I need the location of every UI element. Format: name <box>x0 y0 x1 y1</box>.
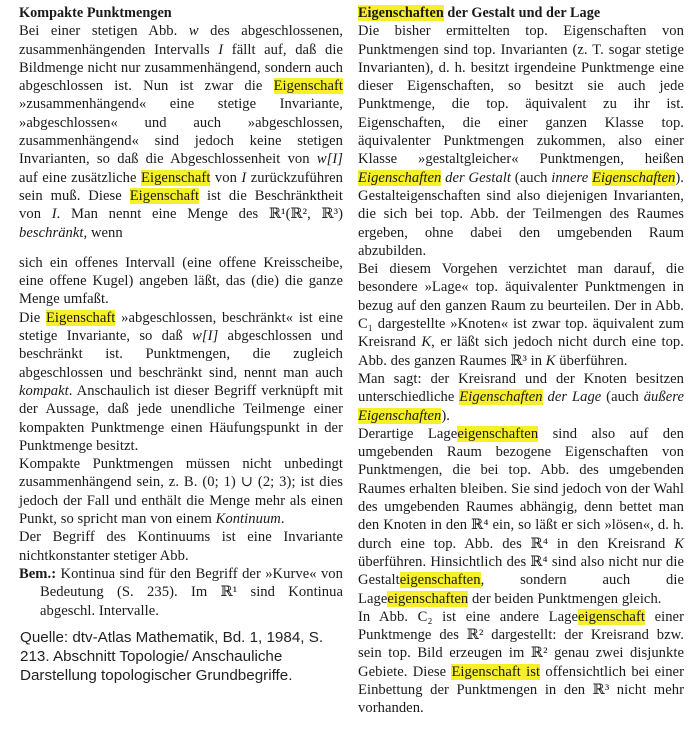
section-title-gestalt-lage <box>358 4 684 22</box>
highlighted-word: Eigenschaft <box>273 78 343 95</box>
italic-term: w <box>188 23 199 40</box>
section-title-kompakte-punktmengen: Kompakte Punktmengen <box>19 5 172 21</box>
italic-term: kompakt <box>19 382 69 399</box>
italic-term: innere <box>551 169 593 186</box>
italic-term: Kontinuum <box>215 511 281 528</box>
highlighted-word: eigenschaft <box>577 608 645 625</box>
remark-paragraph <box>19 565 343 620</box>
highlighted-word: Eigenschaften <box>358 169 442 186</box>
paragraph: Die Eigenschaft »abgeschlossen, beschränkt« ist eine stetige Invariante, so daß w[I] abgeschlossen und beschränkt ist. Punktmengen, die zugleich abgeschlossen und beschränkt sind, nennt man auch kompakt. Anschaulich ist dieser Begriff verknüpft mit der Aussage, daß jede unendliche Teilmenge einer kompakten Punktmenge einen Häufungspunkt in der Punktmenge besitzt. <box>19 309 343 454</box>
source-caption: Quelle: dtv-Atlas Mathematik, Bd. 1, 1984, S. 213. Abschnitt Topologie/ Anschauliche Darstellung topologischer Grundbegriffe. <box>20 629 324 684</box>
paragraph: sich ein offenes Intervall (eine offene Kreisscheibe, eine offene Kugel) angeben läßt, das (die) die ganze Menge umfaßt. <box>19 254 343 308</box>
highlighted-word: Eigenschaften <box>459 389 543 406</box>
highlighted-word: Eigenschaft ist <box>451 663 541 680</box>
figure-gap <box>19 242 343 254</box>
italic-term: w[I] <box>192 328 219 345</box>
highlighted-word: Eigenschaften <box>358 5 444 21</box>
italic-term: K <box>545 352 556 369</box>
paragraph: Kompakte Punktmengen müssen nicht unbedingt zusammenhängend sein, z. B. (0; 1) ∪ (2; 3); ist dies jedoch der Fall und enthält die Menge mehr als einen Punkt, so spricht man von einem Kontinuum. <box>19 456 343 528</box>
italic-term: w[I] <box>316 151 343 168</box>
highlighted-word: Eigenschaft <box>45 309 116 326</box>
italic-term: der Lage <box>542 389 602 406</box>
paragraph: Bei einer stetigen Abb. w des abgeschlossenen, zusammenhängenden Intervalls I fällt auf, daß die Bildmenge nicht nur zusammenhängend, sondern auch abgeschlossen ist. Nun ist zwar die Eigenschaft »zusammenhängend« eine stetige Invariante, »abgeschlossen« und auch »abgeschlossen, zusammenhängend« sind jedoch keine stetigen Invarianten, so daß die Abgeschlossenheit von w[I] auf eine zusätzliche Eigenschaft von I zurückzuführen sein muß. Diese Eigenschaft ist die Beschränktheit von I. Man nennt eine Menge des ℝ¹(ℝ², ℝ³) beschränkt, wenn <box>19 23 344 241</box>
italic-term: äußere <box>643 389 684 406</box>
right-column <box>358 4 684 718</box>
highlighted-word: eigenschaften <box>387 590 469 607</box>
italic-term: K <box>421 334 432 351</box>
remark-text: Kontinua sind für den Begriff der »Kurve« von Bedeutung (S. 235). Im ℝ¹ sind Kontinua abgeschl. Intervalle. <box>40 565 343 619</box>
paragraph: Der Begriff des Kontinuums ist eine Invariante nichtkonstanter stetiger Abb. <box>19 529 343 564</box>
paragraph: Man sagt: der Kreisrand und der Knoten besitzen unterschiedliche Eigenschaften der Lage (auch äußere Eigenschaften). <box>358 370 684 424</box>
section-title-rest: der Gestalt und der Lage <box>443 5 601 21</box>
remark-label: Bem.: <box>19 565 57 582</box>
highlighted-word: Eigenschaften <box>592 169 676 186</box>
highlighted-word: eigenschaften <box>457 425 539 442</box>
paragraph: Die bisher ermittelten top. Eigenschaften von Punktmengen sind top. Invarianten (z. T. sogar stetige Invarianten), d. h. besitzt irgendeine Punktmenge eine dieser Eigenschaften, so besitzt sie auch jede Punktmenge, die top. äquivalent zu ihr ist. Eigenschaften, die einer ganzen Klasse top. äquivalenter Punktmengen zukommen, also einer Klasse »gestaltgleicher« Punktmengen, heißen Eigenschaften der Gestalt (auch innere Eigenschaften). Gestalteigenschaften sind also diejenigen Invarianten, die sich bei top. Abb. der Teilmengen des Raumes ergeben, ohne dabei den umgebenden Raum abzubilden. <box>358 23 684 259</box>
paragraph: Bei diesem Vorgehen verzichtet man darauf, die besondere »Lage« top. äquivalenter Punktmengen in bezug auf den ganzen Raum zu beurteilen. Der in Abb. C₁ dargestellte »Knoten« ist zwar top. äquivalent zum Kreisrand K, er läßt sich jedoch nicht durch eine top. Abb. des ganzen Raumes ℝ³ in K überführen. <box>358 261 684 369</box>
highlighted-word: Eigenschaft <box>129 187 200 204</box>
italic-term: beschränkt <box>19 224 84 241</box>
highlighted-word: eigenschaften <box>399 572 481 589</box>
highlighted-word: Eigenschaft <box>141 169 211 186</box>
italic-term: I <box>218 41 224 58</box>
paragraph: Derartige Lageeigenschaften sind also auf den umgebenden Raum bezogene Eigenschaften von Punktmengen, die bei top. Abb. des umgebenden Raumes erhalten bleiben. Sie sind jedoch von der Wahl des umgebenden Raumes abhängig, denn bettet man den Knoten in den ℝ⁴ ein, so läßt er sich »lösen«, d. h. durch eine top. Abb. des ℝ⁴ in den Kreisrand K überführen. Hinsichtlich des ℝ⁴ sind also nicht nur die Gestalteigenschaften, sondern auch die Lageeigenschaften der beiden Punktmengen gleich. <box>358 425 684 607</box>
left-column <box>19 4 343 620</box>
italic-term: I <box>51 206 57 223</box>
paragraph: In Abb. C₂ ist eine andere Lageeigenschaft einer Punktmenge des ℝ² dargestellt: der Kreisrand bzw. sein top. Bild erzeugen im ℝ² genau zwei disjunkte Gebiete. Diese Eigenschaft ist offensichtlich bei einer Einbettung der Punktmengen in den ℝ³ nicht mehr vorhanden. <box>358 608 684 717</box>
italic-term: K <box>674 535 684 552</box>
italic-term: I <box>241 169 247 186</box>
highlighted-word: Eigenschaften <box>358 407 442 424</box>
italic-term: der Gestalt <box>441 169 511 186</box>
